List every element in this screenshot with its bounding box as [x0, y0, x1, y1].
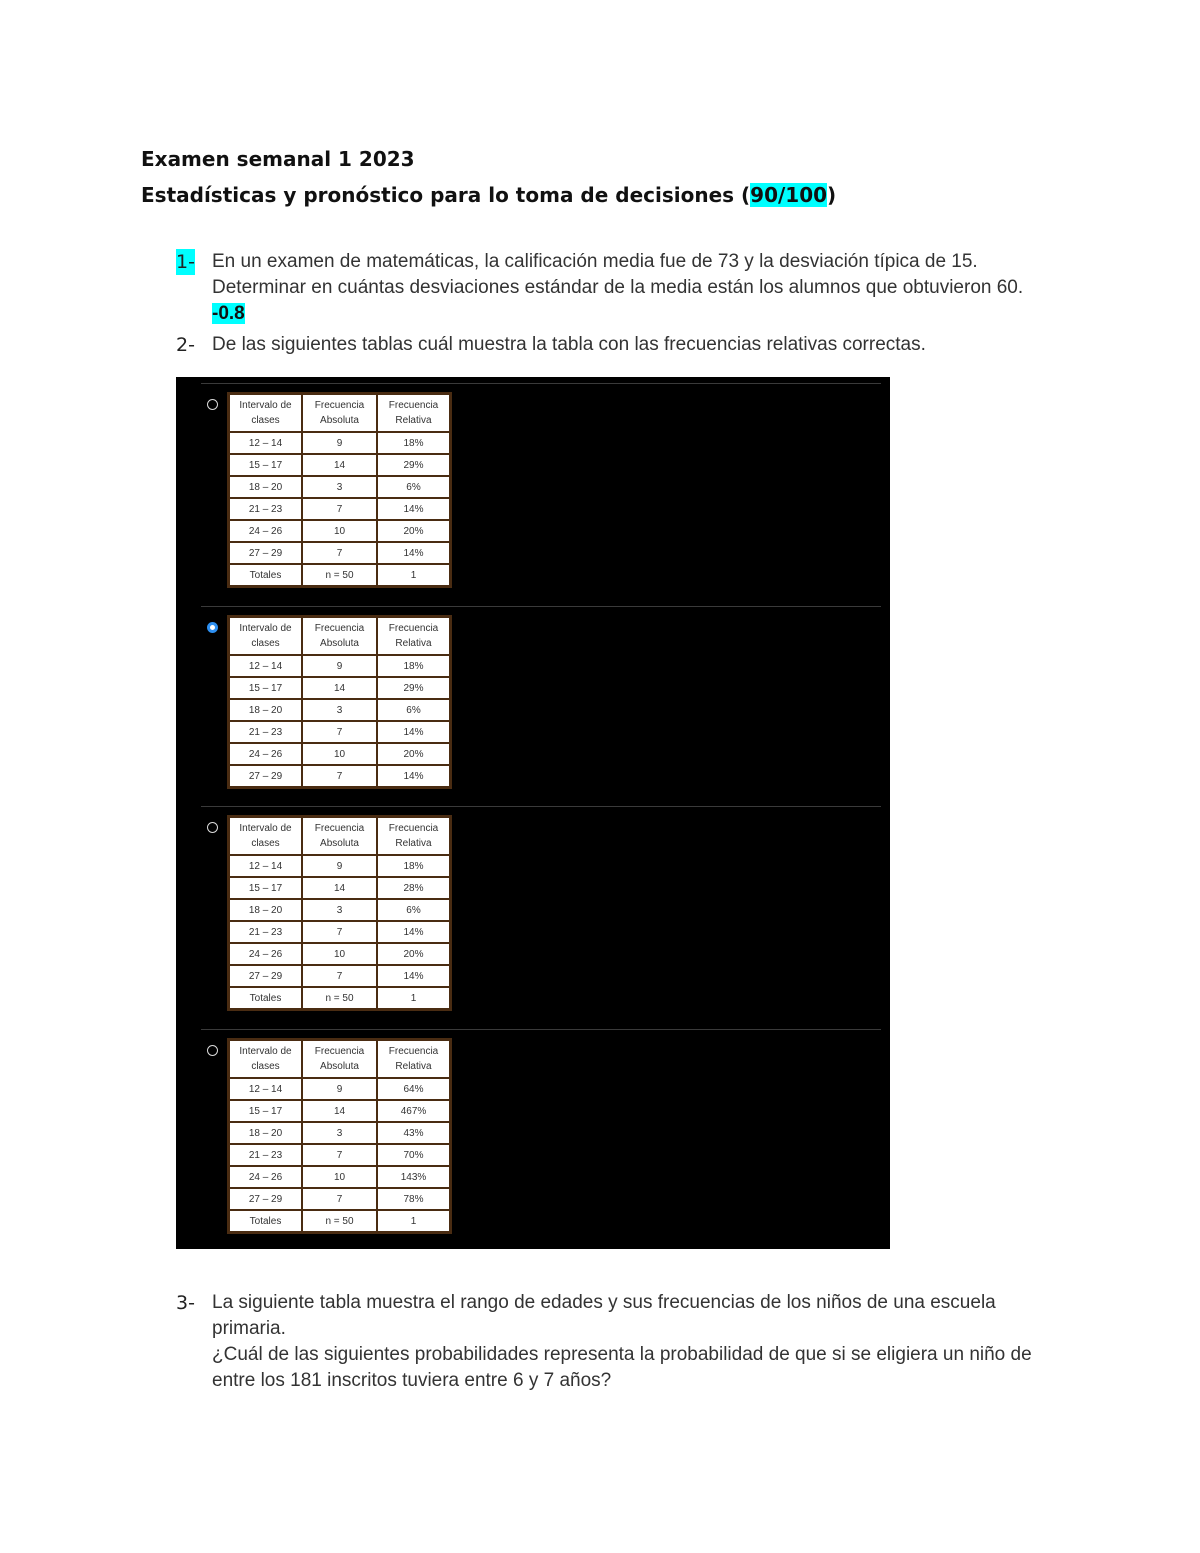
table-row: [229, 765, 451, 788]
table-header-label: Intervalo de clases: [239, 400, 292, 426]
table-row: [229, 498, 451, 520]
table-row: [229, 1078, 451, 1100]
table-cell: Totales: [229, 987, 303, 1010]
question-1: [176, 249, 1056, 327]
table-cell: 9: [302, 432, 377, 454]
table-cell: 7: [302, 1188, 377, 1210]
table-header-label: Frecuencia Absoluta: [314, 400, 365, 426]
table-header-row: [229, 617, 451, 656]
table-cell: 43%: [377, 1122, 451, 1144]
answer-option-2[interactable]: [201, 606, 881, 807]
table-cell: 27 – 29: [229, 965, 303, 987]
question-3-number: 3-: [176, 1292, 195, 1314]
table-cell: 6%: [377, 699, 451, 721]
table-cell: 7: [302, 921, 377, 943]
table-cell: 14%: [377, 921, 451, 943]
table-header-label: Intervalo de clases: [239, 823, 292, 849]
table-row: [229, 432, 451, 454]
table-cell: 12 – 14: [229, 655, 303, 677]
table-cell: n = 50: [302, 987, 377, 1010]
radio-unselected-icon[interactable]: [207, 1045, 218, 1056]
table-header-label: Frecuencia Absoluta: [314, 1046, 365, 1072]
table-cell: 3: [302, 476, 377, 498]
table-cell: 6%: [377, 899, 451, 921]
table-cell: 21 – 23: [229, 721, 303, 743]
table-cell: 7: [302, 721, 377, 743]
table-row: [229, 1122, 451, 1144]
frequency-table: [227, 1038, 452, 1234]
table-cell: 20%: [377, 943, 451, 965]
table-cell: 29%: [377, 454, 451, 476]
table-row: [229, 655, 451, 677]
table-row: [229, 1188, 451, 1210]
table-cell: 18 – 20: [229, 1122, 303, 1144]
table-cell: n = 50: [302, 564, 377, 587]
table-cell: 18%: [377, 855, 451, 877]
table-header-cell: [229, 1040, 303, 1079]
table-cell: 3: [302, 1122, 377, 1144]
table-row: [229, 743, 451, 765]
table-cell: 9: [302, 855, 377, 877]
table-header-row: [229, 817, 451, 856]
table-row: [229, 1144, 451, 1166]
table-row: [229, 1166, 451, 1188]
table-cell: 21 – 23: [229, 921, 303, 943]
radio-unselected-icon[interactable]: [207, 822, 218, 833]
table-cell: 18 – 20: [229, 699, 303, 721]
table-cell: 18 – 20: [229, 476, 303, 498]
table-cell: 27 – 29: [229, 1188, 303, 1210]
table-cell: 7: [302, 965, 377, 987]
table-row: [229, 965, 451, 987]
table-cell: 1: [377, 1210, 451, 1233]
score-highlight: 90/100: [750, 183, 828, 207]
table-cell: 10: [302, 1166, 377, 1188]
table-cell: 14%: [377, 498, 451, 520]
table-row: [229, 454, 451, 476]
table-header-label: Frecuencia Relativa: [388, 623, 439, 649]
table-cell: 18%: [377, 432, 451, 454]
table-row: [229, 542, 451, 564]
table-cell: 14%: [377, 721, 451, 743]
table-cell: 21 – 23: [229, 1144, 303, 1166]
table-cell: 12 – 14: [229, 1078, 303, 1100]
answer-options-screenshot: [176, 377, 890, 1249]
table-row: [229, 987, 451, 1010]
question-2-number: 2-: [176, 334, 195, 356]
table-cell: 12 – 14: [229, 855, 303, 877]
table-header-cell: [377, 394, 451, 433]
table-cell: Totales: [229, 564, 303, 587]
table-cell: 24 – 26: [229, 520, 303, 542]
table-cell: 15 – 17: [229, 677, 303, 699]
frequency-table: [227, 392, 452, 588]
table-cell: 1: [377, 987, 451, 1010]
table-header-label: Intervalo de clases: [239, 623, 292, 649]
table-cell: n = 50: [302, 1210, 377, 1233]
course-title-close: ): [827, 183, 837, 207]
table-row: [229, 877, 451, 899]
table-row: [229, 855, 451, 877]
table-header-cell: [377, 817, 451, 856]
table-cell: 3: [302, 899, 377, 921]
radio-unselected-icon[interactable]: [207, 399, 218, 410]
table-row: [229, 699, 451, 721]
question-2: [176, 332, 1056, 358]
table-cell: 18 – 20: [229, 899, 303, 921]
table-cell: 7: [302, 1144, 377, 1166]
question-2-text: De las siguientes tablas cuál muestra la tabla con las frecuencias relativas correctas.: [212, 334, 926, 355]
table-header-row: [229, 1040, 451, 1079]
table-cell: 29%: [377, 677, 451, 699]
table-cell: 18%: [377, 655, 451, 677]
table-header-cell: [302, 394, 377, 433]
table-cell: 20%: [377, 743, 451, 765]
table-cell: 70%: [377, 1144, 451, 1166]
question-3: [176, 1290, 1056, 1394]
table-header-cell: [302, 617, 377, 656]
table-cell: 15 – 17: [229, 1100, 303, 1122]
table-cell: 14: [302, 877, 377, 899]
table-header-label: Intervalo de clases: [239, 1046, 292, 1072]
table-cell: 27 – 29: [229, 542, 303, 564]
table-row: [229, 476, 451, 498]
table-cell: 10: [302, 520, 377, 542]
table-cell: 24 – 26: [229, 1166, 303, 1188]
frequency-table: [227, 615, 452, 789]
table-header-cell: [229, 617, 303, 656]
table-cell: 27 – 29: [229, 765, 303, 788]
table-cell: 78%: [377, 1188, 451, 1210]
table-row: [229, 520, 451, 542]
table-cell: 7: [302, 498, 377, 520]
table-cell: 24 – 26: [229, 943, 303, 965]
answer-option-1[interactable]: [201, 383, 881, 607]
table-header-label: Frecuencia Relativa: [388, 1046, 439, 1072]
exam-title: Examen semanal 1 2023: [141, 147, 415, 171]
table-header-cell: [377, 1040, 451, 1079]
course-title: [141, 183, 836, 207]
table-cell: 64%: [377, 1078, 451, 1100]
frequency-table: [227, 815, 452, 1011]
table-cell: 6%: [377, 476, 451, 498]
table-cell: 14: [302, 1100, 377, 1122]
answer-option-4[interactable]: [201, 1029, 881, 1246]
table-row: [229, 899, 451, 921]
table-cell: 143%: [377, 1166, 451, 1188]
table-header-cell: [377, 617, 451, 656]
table-cell: 467%: [377, 1100, 451, 1122]
table-header-label: Frecuencia Absoluta: [314, 823, 365, 849]
table-cell: 14%: [377, 965, 451, 987]
table-header-label: Frecuencia Absoluta: [314, 623, 365, 649]
table-cell: 10: [302, 943, 377, 965]
table-cell: 24 – 26: [229, 743, 303, 765]
table-row: [229, 721, 451, 743]
table-cell: 7: [302, 542, 377, 564]
question-1-answer: -0.8: [212, 303, 245, 324]
table-row: [229, 921, 451, 943]
table-cell: 14%: [377, 542, 451, 564]
table-cell: 20%: [377, 520, 451, 542]
question-3-text-1: La siguiente tabla muestra el rango de edades y sus frecuencias de los niños de una escuela primaria.: [212, 1292, 996, 1339]
table-cell: 9: [302, 1078, 377, 1100]
radio-selected-icon[interactable]: [207, 622, 218, 633]
course-title-text: Estadísticas y pronóstico para lo toma de decisiones (: [141, 183, 751, 207]
table-cell: 28%: [377, 877, 451, 899]
table-cell: 12 – 14: [229, 432, 303, 454]
question-1-number: 1-: [176, 251, 195, 273]
question-3-text-2: ¿Cuál de las siguientes probabilidades representa la probabilidad de que si se eligiera un niño de entre los 181 inscritos tuviera entre 6 y 7 años?: [212, 1344, 1032, 1391]
table-row: [229, 1100, 451, 1122]
table-header-label: Frecuencia Relativa: [388, 400, 439, 426]
table-row: [229, 677, 451, 699]
table-cell: 3: [302, 699, 377, 721]
table-cell: Totales: [229, 1210, 303, 1233]
question-1-text: En un examen de matemáticas, la calificación media fue de 73 y la desviación típica de 15. Determinar en cuántas desviaciones estándar de la media están los alumnos que obtuvieron 60.: [212, 251, 1024, 298]
table-cell: 1: [377, 564, 451, 587]
table-cell: 10: [302, 743, 377, 765]
table-header-cell: [302, 1040, 377, 1079]
table-cell: 15 – 17: [229, 877, 303, 899]
table-header-cell: [302, 817, 377, 856]
table-row: [229, 1210, 451, 1233]
answer-option-3[interactable]: [201, 806, 881, 1030]
table-cell: 21 – 23: [229, 498, 303, 520]
table-cell: 9: [302, 655, 377, 677]
table-cell: 14: [302, 454, 377, 476]
table-row: [229, 564, 451, 587]
table-header-cell: [229, 394, 303, 433]
table-cell: 14%: [377, 765, 451, 788]
table-cell: 14: [302, 677, 377, 699]
table-header-row: [229, 394, 451, 433]
table-row: [229, 943, 451, 965]
table-header-label: Frecuencia Relativa: [388, 823, 439, 849]
table-cell: 7: [302, 765, 377, 788]
table-cell: 15 – 17: [229, 454, 303, 476]
table-header-cell: [229, 817, 303, 856]
